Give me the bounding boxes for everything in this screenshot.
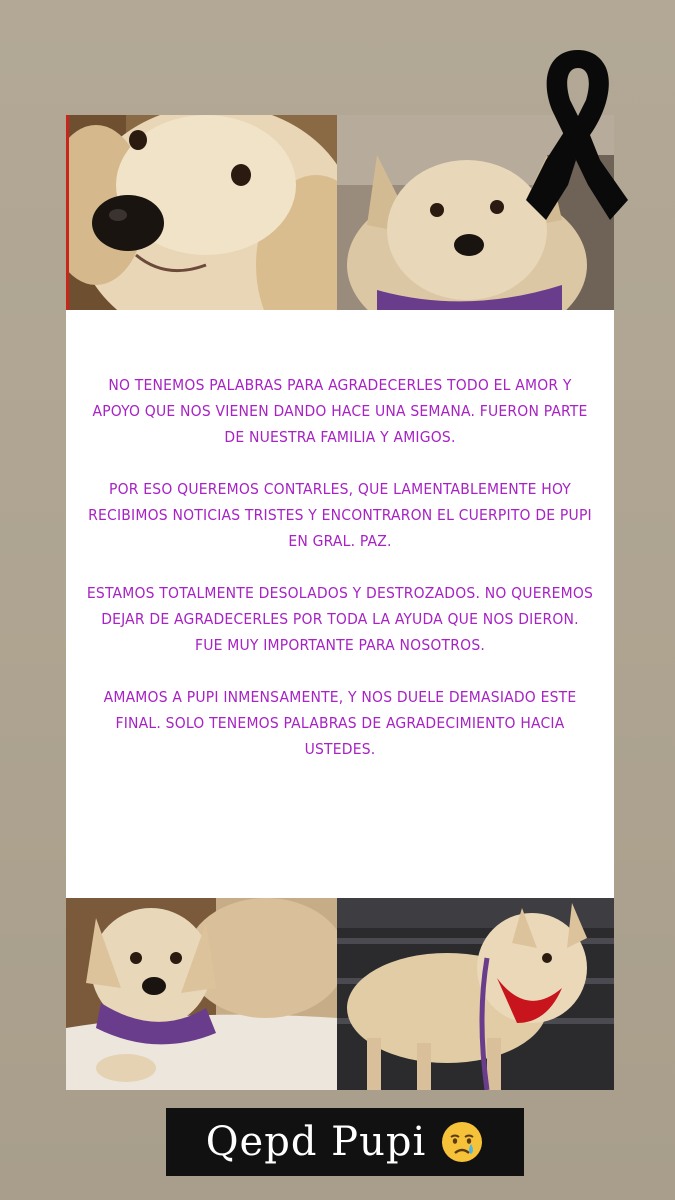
message-paragraph: POR ESO QUEREMOS CONTARLES, QUE LAMENTABLEMENTE HOY RECIBIMOS NOTICIAS TRISTES Y ENCONTRARON EL CUERPITO DE PUPI EN GRAL. PAZ. (88, 480, 592, 550)
message-paragraph: AMAMOS A PUPI INMENSAMENTE, Y NOS DUELE DEMASIADO ESTE FINAL. SOLO TENEMOS PALABRAS DE AGRADECIMIENTO HACIA USTEDES. (103, 688, 577, 758)
message-paragraph: NO TENEMOS PALABRAS PARA AGRADECERLES TODO EL AMOR Y APOYO QUE NOS VIENEN DANDO HACE UNA SEMANA. FUERON PARTE DE NUESTRA FAMILIA Y AMIGOS. (92, 376, 588, 446)
dog-red-bandana-photo (337, 898, 614, 1090)
photo-edge-accent (66, 115, 69, 310)
message-paragraph: ESTAMOS TOTALMENTE DESOLADOS Y DESTROZADOS. NO QUEREMOS DEJAR DE AGRADECERLES POR TODA LA AYUDA QUE NOS DIERON. FUE MUY IMPORTANTE PARA NOSOTROS. (86, 584, 594, 654)
crying-face-icon (440, 1120, 484, 1164)
caption-text: Qepd Pupi (205, 1119, 427, 1165)
story-caption (166, 1108, 524, 1176)
dog-closeup-photo (66, 115, 337, 310)
dog-lying-blanket-photo (66, 898, 337, 1090)
mourning-ribbon-icon (518, 40, 638, 230)
memorial-message (86, 372, 594, 762)
